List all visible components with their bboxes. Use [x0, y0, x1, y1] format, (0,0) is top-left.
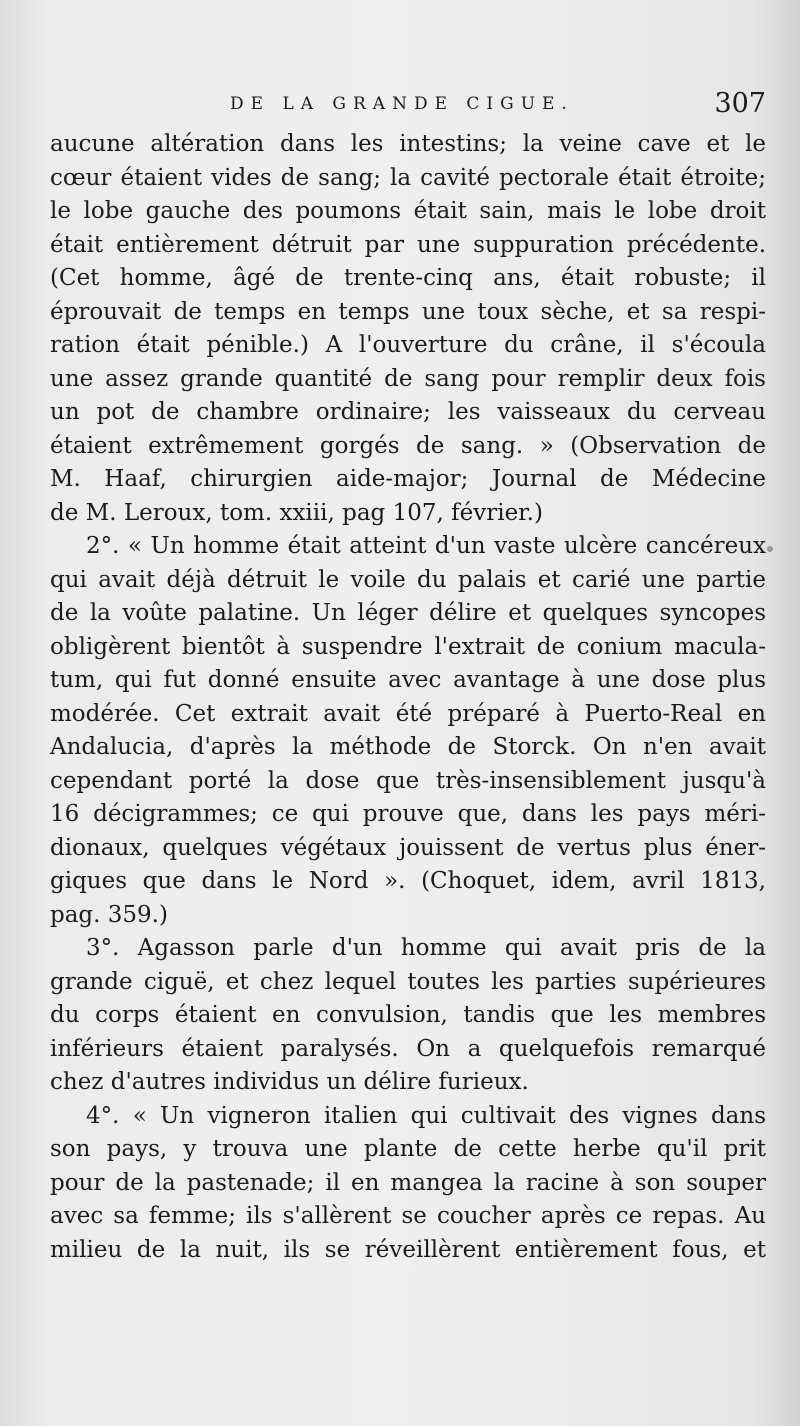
text-line: (Cet homme, âgé de trente-cinq ans, était robuste; il [50, 265, 766, 291]
text-line: pag. 359.) [50, 901, 168, 928]
ink-speck [767, 546, 773, 552]
text-line: tum, qui fut donné ensuite avec avantage à une dose plus [50, 667, 766, 693]
text-line: son pays, y trouva une plante de cette herbe qu'il prit [50, 1136, 766, 1162]
text-line: dionaux, quelques végétaux jouissent de vertus plus éner- [50, 834, 766, 861]
text-line: pour de la pastenade; il en mangea la racine à son souper [50, 1169, 766, 1196]
text-line: grande ciguë, et chez lequel toutes les parties supérieures [50, 968, 766, 995]
text-line: inférieurs étaient paralysés. On a quelquefois remarqué [50, 1035, 766, 1062]
text-line: cependant porté la dose que très-insensiblement jusqu'à [50, 767, 766, 794]
text-line: milieu de la nuit, ils se réveillèrent entièrement fous, et [50, 1236, 766, 1263]
running-head: DE LA GRANDE CIGUE. [230, 94, 574, 114]
text-line: un pot de chambre ordinaire; les vaisseaux du cerveau [50, 399, 766, 425]
text-line: aucune altération dans les intestins; la veine cave et le [50, 131, 766, 157]
text-line: obligèrent bientôt à suspendre l'extrait de conium macula- [50, 633, 766, 660]
body-text [50, 128, 766, 1267]
text-line: giques que dans le Nord ». (Choquet, idem, avril 1813, [50, 868, 766, 894]
text-line: de la voûte palatine. Un léger délire et quelques syncopes [50, 600, 766, 626]
text-line: cœur étaient vides de sang; la cavité pectorale était étroite; [50, 164, 766, 191]
page-header [50, 88, 766, 128]
text-line: le lobe gauche des poumons était sain, mais le lobe droit [50, 198, 766, 224]
text-line: avec sa femme; ils s'allèrent se coucher après ce repas. Au [50, 1203, 766, 1229]
page-number: 307 [714, 88, 766, 119]
text-line: modérée. Cet extrait avait été préparé à Puerto-Real en [50, 700, 766, 727]
text-line: qui avait déjà détruit le voile du palais et carié une partie [50, 566, 766, 593]
text-line: M. Haaf, chirurgien aide-major; Journal de Médecine [50, 466, 766, 492]
text-line: chez d'autres individus un délire furieux. [50, 1069, 529, 1095]
text-line: éprouvait de temps en temps une toux sèche, et sa respi- [50, 298, 766, 325]
text-line: 4°. « Un vigneron italien qui cultivait des vignes dans [86, 1102, 766, 1129]
text-line: Andalucia, d'après la méthode de Storck. On n'en avait [50, 734, 766, 760]
text-line: ration était pénible.) A l'ouverture du crâne, il s'écoula [50, 332, 766, 358]
text-line: une assez grande quantité de sang pour remplir deux fois [50, 365, 766, 392]
text-line: de M. Leroux, tom. xxiii, pag 107, février.) [50, 499, 543, 526]
text-line: 3°. Agasson parle d'un homme qui avait pris de la [86, 935, 766, 961]
text-line: 2°. « Un homme était atteint d'un vaste ulcère cancéreux [86, 533, 766, 559]
text-line: était entièrement détruit par une suppuration précédente. [50, 231, 766, 258]
text-line: étaient extrêmement gorgés de sang. » (Observation de [50, 432, 766, 459]
text-line: du corps étaient en convulsion, tandis que les membres [50, 1002, 766, 1028]
text-line: 16 décigrammes; ce qui prouve que, dans les pays méri- [50, 801, 766, 827]
